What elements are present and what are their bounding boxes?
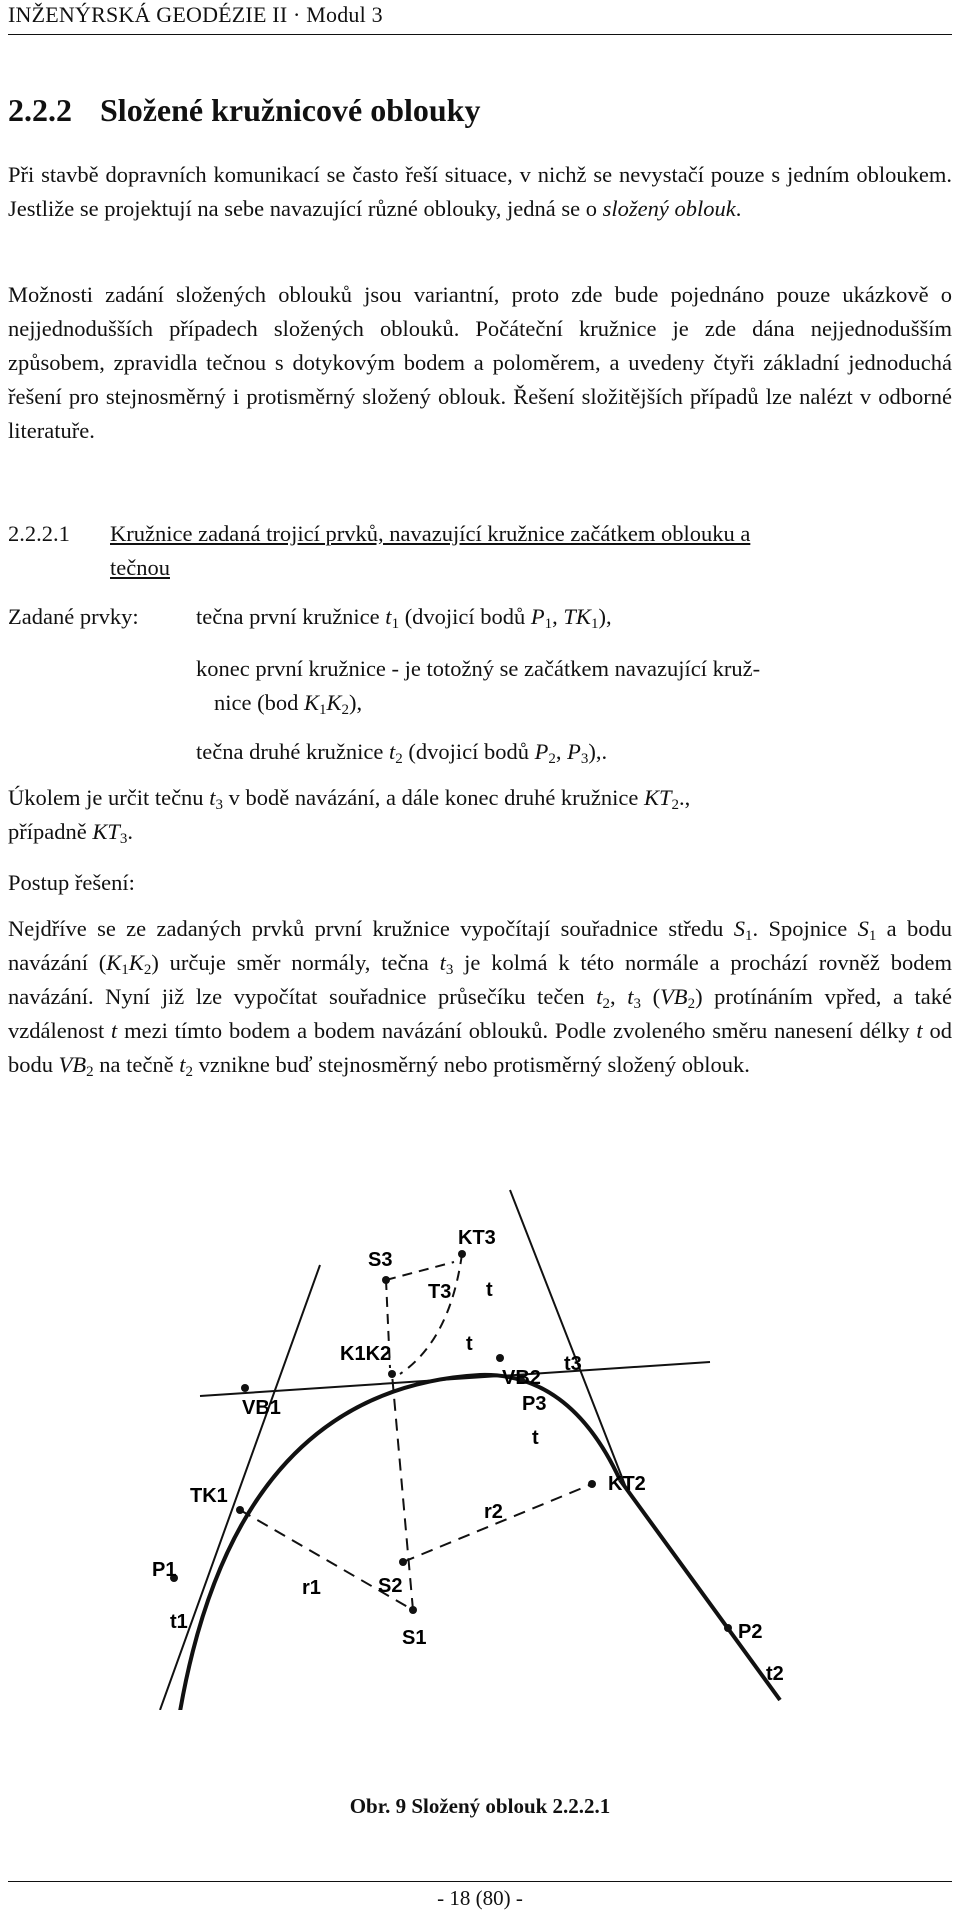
subscript: 3 <box>633 996 641 1012</box>
subscript: 2 <box>395 751 403 767</box>
label-s2: S2 <box>378 1575 403 1597</box>
tangent-t1 <box>160 1265 320 1710</box>
label-kt3: KT3 <box>458 1227 496 1249</box>
section-number: 2.2.2 <box>8 92 72 128</box>
symbol-t: t <box>596 984 603 1009</box>
given-item-1 <box>196 600 612 634</box>
task-end: . <box>127 819 133 844</box>
paragraph-1-text: Při stavbě dopravních komunikací se často řeší situace, v nichž se nevystačí pouze s jedním obloukem. Jestliže se projektují na sebe navazující různé oblouky, jedná se o <box>8 162 952 221</box>
subscript: 1 <box>868 928 877 944</box>
subscript: 2 <box>687 996 696 1012</box>
given-item-3-text-b: (dvojicí bodů <box>402 739 535 764</box>
procedure-text: mezi tímto bodem a bodem navázání oblouků. Podle zvoleného směru nanesení délky <box>117 1018 917 1043</box>
subscript: 1 <box>121 962 129 978</box>
s3-line <box>386 1262 454 1280</box>
subscript: 2 <box>185 1064 193 1080</box>
footer-rule <box>8 1881 952 1882</box>
procedure-text: od bodu <box>8 1018 953 1077</box>
procedure-text: vznikne buď stejnosměrný nebo protisměrný složený oblouk. <box>192 1052 750 1077</box>
procedure-paragraph: Nejdříve se ze zadaných prvků první kružnice vypočítají souřadnice středu $S_1$. Spojnice $S_1$ a bodu navázání $(K_1K_2)$ určuje směr normály, tečna $t_3$ je kolmá k této normále a prochází rovněž bodem navázání. Nyní již lze vypočítat souřadnice průsečíku tečen $t_2$, $t_3$ $(VB_2)$ protínáním vpřed, a také vzdálenost t mezi tímto bodem a bodem navázání oblouků. Podle zvoleného směru nanesení délky t od bodu $VB_2$ na tečně $t_2$ vznikne buď stejnosměrný nebo protisměrný složený oblouk. <box>8 916 953 1080</box>
page-number: - 18 (80) - <box>437 1886 523 1910</box>
procedure-text: ) určuje směr normály, tečna <box>151 950 440 975</box>
given-item-2-end: ), <box>349 690 363 715</box>
symbol-t: t <box>385 604 392 629</box>
given-item-1-text-b: (dvojicí bodů <box>399 604 531 629</box>
procedure-text: je kolmá k této normále a prochází rovněž bodem navázání. Nyní již lze vypočítat souřadnice průsečíku tečen <box>8 950 952 1009</box>
symbol-kt: KT <box>644 785 672 810</box>
compound-arc <box>170 1375 620 1710</box>
dashed-arc-s3 <box>400 1254 462 1374</box>
procedure-text: na tečně <box>93 1052 180 1077</box>
procedure-text: Spojnice <box>768 916 858 941</box>
label-kt2: KT2 <box>608 1473 646 1495</box>
label-vb1: VB1 <box>242 1397 281 1419</box>
subscript: 2 <box>341 702 349 718</box>
symbol-kt: KT <box>92 819 120 844</box>
symbol-k: K <box>326 690 342 715</box>
procedure-text: ( <box>640 984 661 1009</box>
symbol-t: t <box>627 984 634 1009</box>
given-item-3 <box>196 735 607 769</box>
label-t-upper: t <box>486 1279 493 1301</box>
given-item-1-text: tečna první kružnice <box>196 604 386 629</box>
task-text-b: v bodě navázání, a dále konec druhé kružnice <box>222 785 645 810</box>
label-p1: P1 <box>152 1559 177 1581</box>
section-heading <box>8 92 480 129</box>
symbol-t: t <box>439 950 446 975</box>
given-item-1-end: ), <box>598 604 612 629</box>
subscript: 1 <box>590 616 599 632</box>
label-k1k2: K1K2 <box>340 1343 392 1365</box>
figure-points <box>170 1250 732 1632</box>
given-item-3-end: ),. <box>588 739 608 764</box>
running-header: INŽENÝRSKÁ GEODÉZIE II · Modul 3 <box>8 2 383 27</box>
subscript: 2 <box>671 797 680 813</box>
procedure-text: Nejdříve se ze zadaných prvků první kružnice vypočítají souřadnice středu <box>8 916 734 941</box>
label-t3: t3 <box>564 1353 582 1375</box>
symbol-t: t <box>916 1018 923 1043</box>
subsection-number: 2.2.2.1 <box>8 521 70 546</box>
label-t3-upper: T3 <box>428 1281 452 1303</box>
subsection-heading <box>8 517 952 580</box>
tangent-t3 <box>200 1362 710 1396</box>
symbol-tk: TK <box>563 604 591 629</box>
separator: , <box>555 739 568 764</box>
separator: , <box>552 604 564 629</box>
label-vb2: VB2 <box>502 1367 541 1389</box>
subscript: 1 <box>318 702 327 718</box>
symbol-t: t <box>179 1052 186 1077</box>
subscript: 1 <box>391 616 400 632</box>
paragraph-1-emphasis: složený oblouk <box>602 196 736 221</box>
subscript: 2 <box>548 751 556 767</box>
label-t2: t2 <box>766 1663 784 1685</box>
paragraph-1 <box>8 158 952 226</box>
label-r1: r1 <box>302 1577 321 1599</box>
radius-r2 <box>403 1484 592 1562</box>
subscript: 3 <box>580 751 589 767</box>
header-rule <box>8 34 952 35</box>
label-tk1: TK1 <box>190 1485 228 1507</box>
symbol-t: t <box>389 739 396 764</box>
tangent-t2 <box>620 1480 780 1700</box>
symbol-vb: VB <box>58 1052 87 1077</box>
subscript: 3 <box>119 831 128 847</box>
paragraph-2: Možnosti zadání složených oblouků jsou variantní, proto zde bude pojednáno pouze ukázkově o nejjednodušších případech složených oblouků. Počáteční kružnice je zde dána nejjednodušším způsobem, zpravidla tečnou s dotykovým bodem a poloměrem, a uvedeny čtyři základní jednoduchá řešení pro stejnosměrný i protisměrný složený oblouk. Řešení složitějších případů lze nalézt v odborné literatuře. <box>8 282 952 443</box>
given-label: Zadané prvky: <box>8 604 139 629</box>
figure-caption: Obr. 9 Složený oblouk 2.2.2.1 <box>349 1794 611 1818</box>
subscript: 2 <box>86 1064 94 1080</box>
subscript: 2 <box>602 996 610 1012</box>
subsection-title-line2: tečnou <box>110 555 170 580</box>
symbol-vb: VB <box>660 984 688 1009</box>
task-paragraph <box>8 781 952 849</box>
label-r2: r2 <box>484 1501 503 1523</box>
symbol-s: S <box>857 916 869 941</box>
symbol-k: K <box>303 690 319 715</box>
symbol-t: t <box>111 1018 118 1043</box>
label-t-mid: t <box>466 1333 473 1355</box>
subscript: 1 <box>744 928 753 944</box>
label-s3: S3 <box>368 1249 393 1271</box>
given-item-2-text: nice (bod <box>214 690 304 715</box>
tangent-line-vb2 <box>510 1190 625 1485</box>
compound-curve-figure <box>150 1150 810 1710</box>
label-s1: S1 <box>402 1627 427 1649</box>
label-t-lower: t <box>532 1427 539 1449</box>
task-text-c: ., <box>679 785 691 810</box>
symbol-p: P <box>567 739 581 764</box>
symbol-k: K <box>106 950 122 975</box>
procedure-text: a bodu navázání ( <box>8 916 952 975</box>
subscript: 3 <box>215 797 223 813</box>
task-text: Úkolem je určit tečnu <box>8 785 210 810</box>
section-title: Složené kružnicové oblouky <box>100 92 481 128</box>
procedure-label: Postup řešení: <box>8 870 135 895</box>
given-item-2-line1: konec první kružnice - je totožný se začátkem navazující kruž- <box>196 656 761 681</box>
given-item-3-text: tečna druhé kružnice <box>196 739 390 764</box>
given-item-2-line2 <box>214 686 362 720</box>
symbol-t: t <box>209 785 216 810</box>
symbol-p: P <box>530 604 545 629</box>
subscript: 1 <box>544 616 553 632</box>
subsection-title-line1: Kružnice zadaná trojicí prvků, navazující kružnice začátkem oblouku a <box>110 521 751 546</box>
symbol-s: S <box>733 916 745 941</box>
procedure-text: ) protínáním vpřed, a také vzdálenost <box>8 984 952 1043</box>
task-text-d: případně <box>8 819 93 844</box>
label-p3: P3 <box>522 1393 547 1415</box>
subscript: 3 <box>445 962 454 978</box>
symbol-k: K <box>128 950 144 975</box>
label-t1: t1 <box>170 1611 188 1633</box>
symbol-p: P <box>534 739 549 764</box>
subscript: 2 <box>143 962 152 978</box>
paragraph-1-end: . <box>735 196 742 221</box>
label-p2: P2 <box>738 1621 763 1643</box>
